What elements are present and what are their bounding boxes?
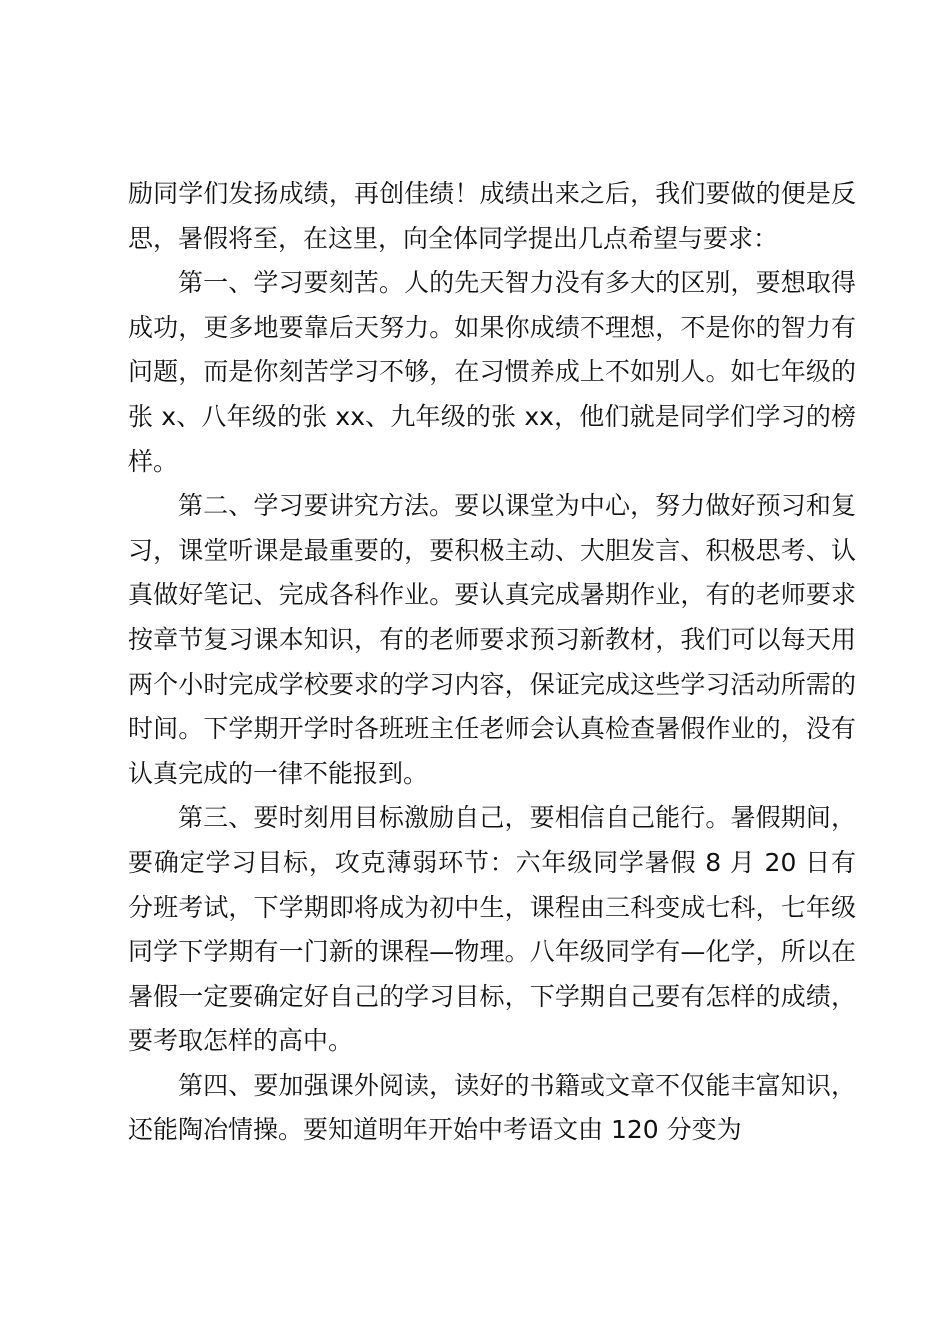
paragraph-fourth-point: 第四、要加强课外阅读，读好的书籍或文章不仅能丰富知识，还能陶冶情操。要知道明年开始中考语文由 120 分变为 xyxy=(128,1070,856,1145)
paragraph-second-point: 第二、学习要讲究方法。要以课堂为中心，努力做好预习和复习，课堂听课是最重要的，要积极主动、大胆发言、积极思考、认真做好笔记、完成各科作业。要认真完成暑期作业，有的老师要求按章节复习课本知识，有的老师要求预习新教材，我们可以每天用两个小时完成学校要求的学习内容，保证完成这些学习活动所需的时间。下学期开学时各班班主任老师会认真检查暑假作业的，没有认真完成的一律不能报到。 xyxy=(128,491,856,788)
paragraph-first-point: 第一、学习要刻苦。人的先天智力没有多大的区别，要想取得成功，更多地要靠后天努力。如果你成绩不理想，不是你的智力有问题，而是你刻苦学习不够，在习惯养成上不如别人。如七年级的张 x、八年级的张 xx、九年级的张 xx，他们就是同学们学习的榜样。 xyxy=(128,268,856,476)
document-body xyxy=(128,172,856,1153)
paragraph-continuation: 励同学们发扬成绩，再创佳绩！成绩出来之后，我们要做的便是反思，暑假将至，在这里，向全体同学提出几点希望与要求： xyxy=(128,179,856,253)
paragraph-third-point: 第三、要时刻用目标激励自己，要相信自己能行。暑假期间，要确定学习目标，攻克薄弱环节：六年级同学暑假 8 月 20 日有分班考试，下学期即将成为初中生，课程由三科变成七科，七年级同学下学期有一门新的课程—物理。八年级同学有—化学，所以在暑假一定要确定好自己的学习目标，下学期自己要有怎样的成绩，要考取怎样的高中。 xyxy=(128,803,856,1056)
